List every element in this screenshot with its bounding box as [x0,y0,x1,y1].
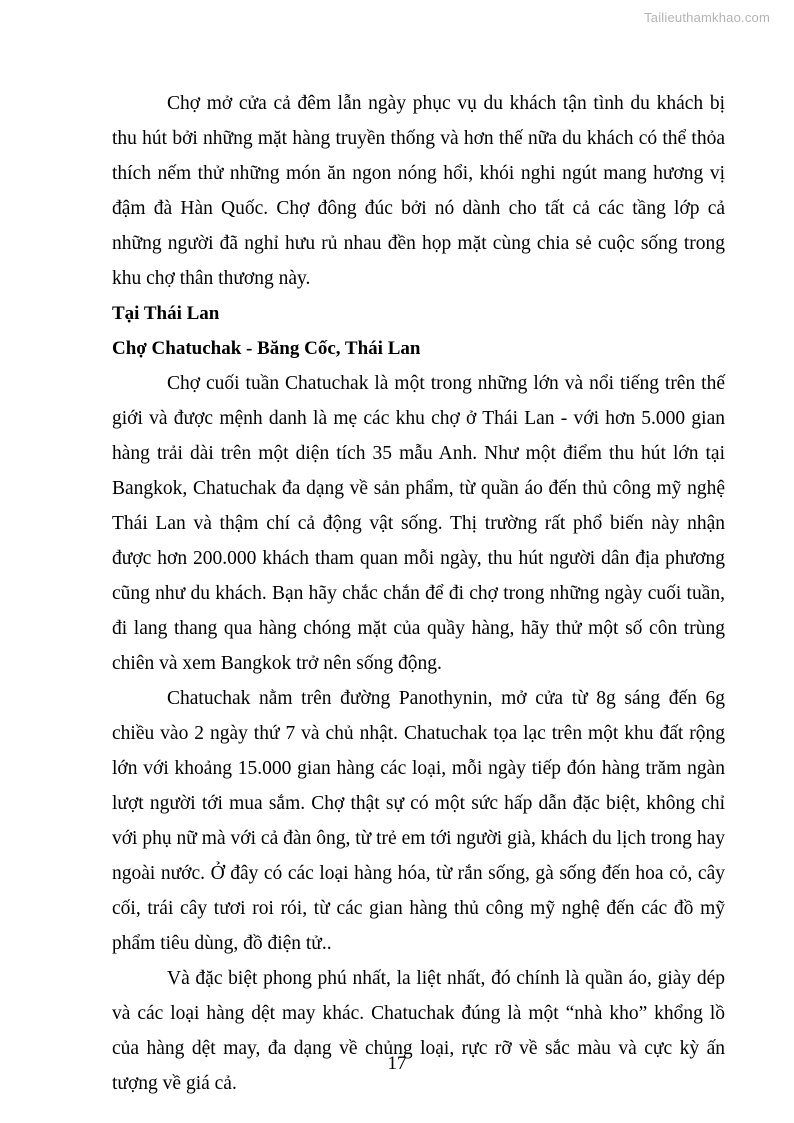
heading-tai-thai-lan: Tại Thái Lan [112,303,220,324]
watermark-text: Tailieuthamkhao.com [644,10,770,25]
heading-cho-chatuchak: Chợ Chatuchak - Băng Cốc, Thái Lan [112,338,421,359]
page-body [112,86,725,1101]
paragraph-chatuchak-overview: Chợ cuối tuần Chatuchak là một trong những lớn và nổi tiếng trên thế giới và được mệnh danh là mẹ các khu chợ ở Thái Lan - với hơn 5.000 gian hàng trải dài trên một diện tích 35 mẫu Anh. Như một điểm thu hút lớn tại Bangkok, Chatuchak đa dạng về sản phẩm, từ quần áo đến thủ công mỹ nghệ Thái Lan và thậm chí cả động vật sống. Thị trường rất phổ biến này nhận được hơn 200.000 khách tham quan mỗi ngày, thu hút người dân địa phương cũng như du khách. Bạn hãy chắc chắn để đi chợ trong những ngày cuối tuần, đi lang thang qua hàng chóng mặt của quầy hàng, hãy thử một số côn trùng chiên và xem Bangkok trở nên sống động. [112,373,725,674]
paragraph-chatuchak-textiles: Và đặc biệt phong phú nhất, la liệt nhất, đó chính là quần áo, giày dép và các loại hàng dệt may khác. Chatuchak đúng là một “nhà kho” khổng lồ của hàng dệt may, đa dạng về chủng loại, rực rỡ về sắc màu và cực kỳ ấn tượng về giá cả. [112,968,725,1094]
page-number: 17 [387,1053,407,1074]
paragraph-chatuchak-location: Chatuchak nằm trên đường Panothynin, mở cửa từ 8g sáng đến 6g chiều vào 2 ngày thứ 7 và chủ nhật. Chatuchak tọa lạc trên một khu đất rộng lớn với khoảng 15.000 gian hàng các loại, mỗi ngày tiếp đón hàng trăm ngàn lượt người tới mua sắm. Chợ thật sự có một sức hấp dẫn đặc biệt, không chỉ với phụ nữ mà với cả đàn ông, từ trẻ em tới người già, khách du lịch trong hay ngoài nước. Ở đây có các loại hàng hóa, từ rắn sống, gà sống đến hoa cỏ, cây cối, trái cây tươi roi rói, từ các gian hàng thủ công mỹ nghệ đến các đồ mỹ phẩm tiêu dùng, đồ điện tử.. [112,688,725,954]
paragraph-intro-market-hours: Chợ mở cửa cả đêm lẫn ngày phục vụ du khách tận tình du khách bị thu hút bởi những mặt hàng truyền thống và hơn thế nữa du khách có thể thỏa thích nếm thử những món ăn ngon nóng hổi, khói nghi ngút mang hương vị đậm đà Hàn Quốc. Chợ đông đúc bởi nó dành cho tất cả các tầng lớp cả những người đã nghỉ hưu rủ nhau đền họp mặt cùng chia sẻ cuộc sống trong khu chợ thân thương này. [112,93,725,289]
